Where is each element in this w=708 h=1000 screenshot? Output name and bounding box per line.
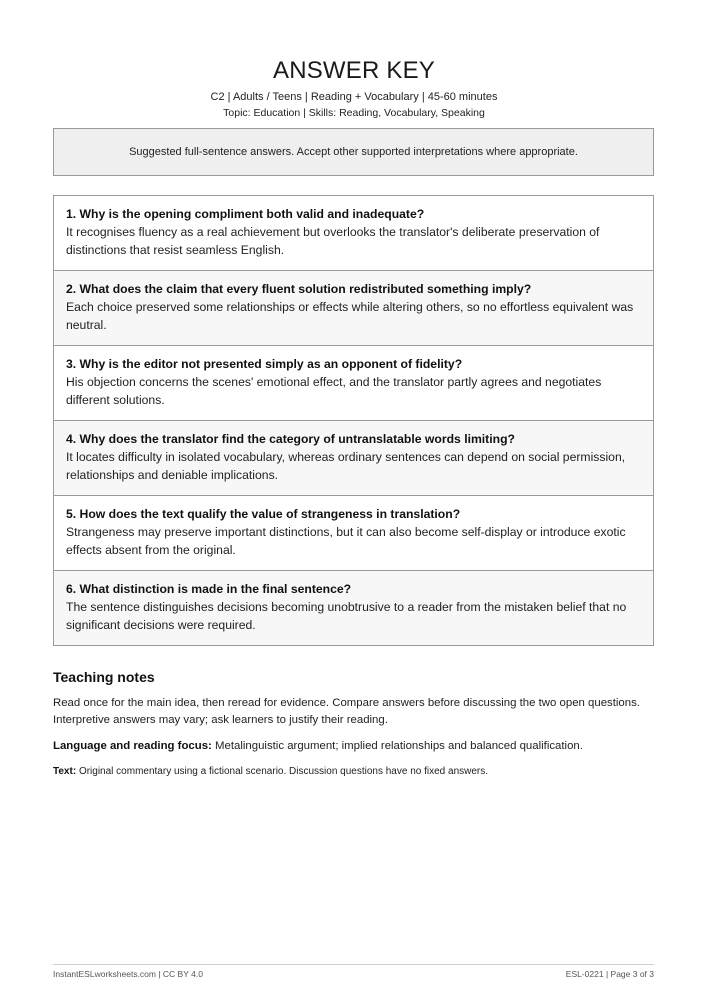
question-text: 5. How does the text qualify the value of strangeness in translation? — [66, 507, 461, 521]
language-focus — [53, 738, 653, 755]
topic-info: Topic: Education | Skills: Reading, Vocabulary, Speaking — [223, 107, 485, 119]
answer-item-2 — [54, 271, 653, 346]
level-info: C2 | Adults / Teens | Reading + Vocabulary | 45-60 minutes — [210, 91, 498, 103]
footer-divider — [53, 964, 654, 965]
instruction-box — [53, 128, 654, 176]
text-source-text: Original commentary using a fictional scenario. Discussion questions have no fixed answers. — [78, 766, 489, 777]
text-source-note — [53, 765, 653, 779]
answer-text: Strangeness may preserve important distinctions, but it can also become self-display or introduce exotic effects absent from the original. — [66, 525, 626, 557]
answer-text: Each choice preserved some relationships or effects while altering others, so no effortless equivalent was neutral. — [66, 300, 634, 332]
footer-page-number: ESL-0221 | Page 3 of 3 — [565, 969, 654, 979]
answer-list — [53, 195, 654, 646]
question-text: 3. Why is the editor not presented simply as an opponent of fidelity? — [66, 357, 463, 371]
question-text: 1. Why is the opening compliment both valid and inadequate? — [66, 207, 425, 221]
text-source-label: Text: — [53, 766, 77, 777]
question-text: 2. What does the claim that every fluent solution redistributed something imply? — [66, 282, 532, 296]
answer-text: His objection concerns the scenes' emotional effect, and the translator partly agrees and negotiates different solutions. — [66, 375, 602, 407]
answer-item-5 — [54, 496, 653, 571]
language-focus-label: Language and reading focus: — [53, 740, 212, 752]
instruction-text: Suggested full-sentence answers. Accept other supported interpretations where appropriate. — [129, 146, 578, 158]
footer-license: InstantESLworksheets.com | CC BY 4.0 — [53, 969, 203, 979]
teaching-notes-heading: Teaching notes — [53, 669, 155, 685]
answer-text: It locates difficulty in isolated vocabulary, whereas ordinary sentences can depend on social permission, relationships and deniable implications. — [66, 450, 626, 482]
answer-item-3 — [54, 346, 653, 421]
answer-item-1 — [54, 196, 653, 271]
answer-item-4 — [54, 421, 653, 496]
answer-text: It recognises fluency as a real achievement but overlooks the translator's deliberate preservation of distinctions that resist seamless English. — [66, 225, 600, 257]
question-text: 6. What distinction is made in the final sentence? — [66, 582, 352, 596]
answer-item-6 — [54, 571, 653, 646]
page-title: ANSWER KEY — [272, 57, 436, 84]
question-text: 4. Why does the translator find the category of untranslatable words limiting? — [66, 432, 515, 446]
answer-text: The sentence distinguishes decisions becoming unobtrusive to a reader from the mistaken belief that no significant decisions were required. — [66, 600, 627, 632]
language-focus-text: Metalinguistic argument; implied relationships and balanced qualification. — [215, 740, 583, 752]
teaching-notes-paragraph: Read once for the main idea, then reread for evidence. Compare answers before discussing the two open questions. Interpretive answers may vary; ask learners to justify their reading. — [53, 697, 640, 726]
